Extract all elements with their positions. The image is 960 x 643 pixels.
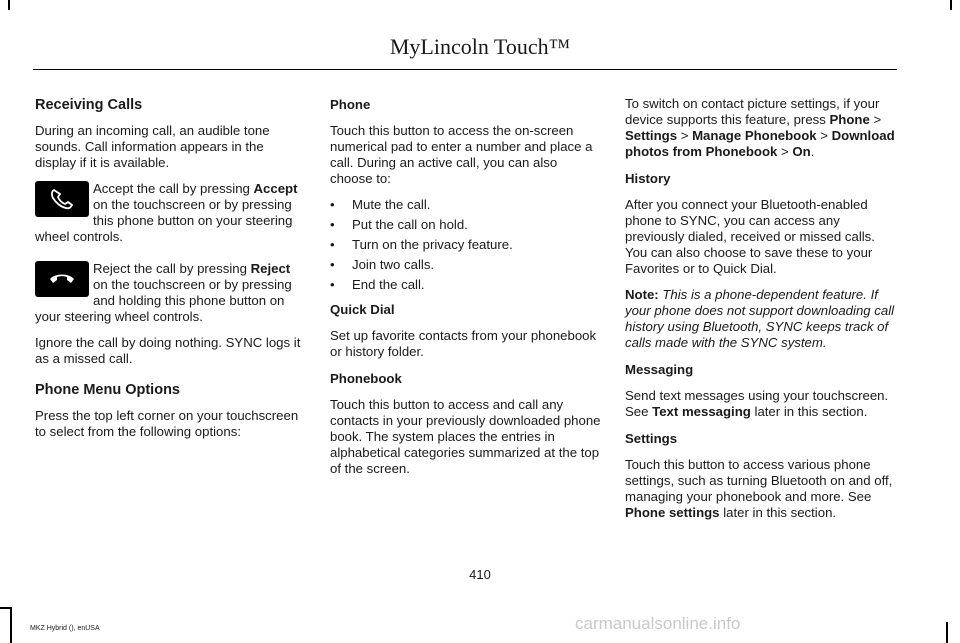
heading-phonebook: Phonebook	[330, 371, 402, 386]
heading-phone-menu-options: Phone Menu Options	[35, 382, 180, 398]
accept-paragraph: Accept the call by pressing Accept on the touchscreen or by pressing this phone button on your steering wheel controls.	[35, 181, 298, 244]
text-messaging-reference: Text messaging	[652, 404, 751, 419]
crop-mark-bottom-right	[946, 622, 948, 643]
messaging-paragraph: Send text messages using your touchscreen. See Text messaging later in this section.	[625, 388, 889, 419]
phone-paragraph: Touch this button to access the on-screen numerical pad to enter a number and place a call. During an active call, you can also choose to:	[330, 123, 593, 186]
quick-dial-paragraph: Set up favorite contacts from your phonebook or history folder.	[330, 328, 597, 359]
contact-picture-paragraph: To switch on contact picture settings, if your device supports this feature, press Phone > Settings > Manage Phonebook > Download photos from Phonebook > On.	[625, 96, 895, 159]
page-header-title: MyLincoln Touch™	[389, 34, 571, 59]
ignore-paragraph: Ignore the call by doing nothing. SYNC logs it as a missed call.	[35, 335, 301, 366]
heading-receiving-calls: Receiving Calls	[35, 97, 143, 113]
heading-settings: Settings	[625, 431, 678, 446]
column-2	[330, 96, 602, 487]
settings-paragraph: Touch this button to access various phone settings, such as turning Bluetooth on and off, managing your phonebook and more. See Phone settings later in this section.	[625, 457, 893, 520]
reject-label: Reject	[250, 261, 291, 276]
column-3	[625, 96, 897, 531]
reject-paragraph: Reject the call by pressing Reject on the touchscreen or by pressing and holding this phone button on your steering wheel controls.	[35, 261, 292, 324]
list-item: • Turn on the privacy feature.	[330, 237, 513, 252]
crop-mark-bottom-left	[10, 607, 12, 643]
heading-quick-dial: Quick Dial	[330, 302, 395, 317]
page-number: 410	[469, 567, 491, 582]
list-item: • End the call.	[330, 277, 425, 292]
heading-history: History	[625, 171, 671, 186]
header-rule	[33, 69, 897, 70]
document-label: MKZ Hybrid (), enUSA	[30, 625, 100, 632]
menu-paragraph: Press the top left corner on your touchscreen to select from the following options:	[35, 408, 299, 439]
list-item: • Mute the call.	[330, 197, 431, 212]
phone-reject-icon	[35, 261, 89, 297]
watermark: carmanualsonline.info	[575, 614, 741, 633]
list-item: • Join two calls.	[330, 257, 435, 272]
heading-phone: Phone	[330, 97, 371, 112]
phone-settings-reference: Phone settings	[625, 505, 720, 520]
crop-mark-top-left	[8, 0, 10, 10]
phone-accept-icon	[35, 181, 89, 217]
history-paragraph: After you connect your Bluetooth-enabled phone to SYNC, you can access any previously dialed, received or missed calls. You can also choose to save these to your Favorites or to Quick Dial.	[625, 197, 875, 276]
note-paragraph: Note: This is a phone-dependent feature. If your phone does not support downloading call history using Bluetooth, SYNC keeps track of calls made with the SYNC system.	[625, 287, 895, 350]
phone-options-list	[330, 197, 602, 293]
heading-messaging: Messaging	[625, 362, 694, 377]
receiving-intro: During an incoming call, an audible tone sounds. Call information appears in the display if it is available.	[35, 123, 270, 170]
accept-label: Accept	[253, 181, 298, 196]
phonebook-paragraph: Touch this button to access and call any contacts in your previously downloaded phone book. The system places the entries in alphabetical categories summarized at the top of the screen.	[330, 397, 601, 476]
column-1	[35, 96, 307, 450]
list-item: • Put the call on hold.	[330, 217, 468, 232]
crop-mark-bottom-left-h	[0, 607, 12, 609]
crop-mark-top-right	[950, 0, 952, 10]
